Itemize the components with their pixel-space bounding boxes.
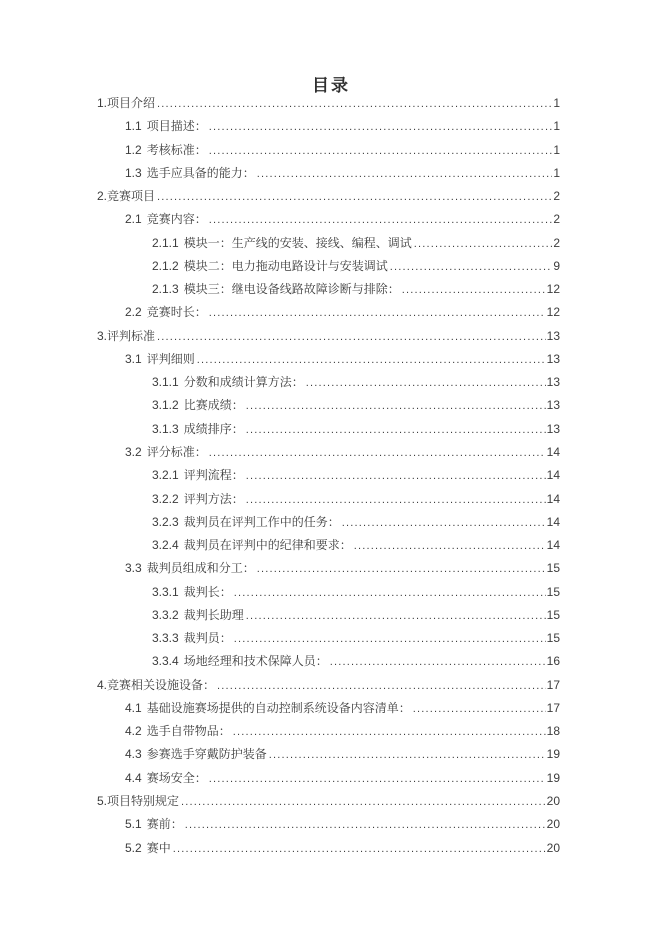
toc-entry-number: 3.1.1 <box>152 375 179 390</box>
toc-entry-number: 1.1 <box>125 119 142 134</box>
toc-entry-label: 模块三：继电设备线路故障诊断与排除： <box>183 282 400 297</box>
toc-entry-dot-leader <box>209 143 553 159</box>
toc-entry-number: 3.1.2 <box>152 398 179 413</box>
toc-entry-number: 2.1.1 <box>152 235 179 250</box>
toc-entry-number: 3.3.3 <box>152 631 179 646</box>
toc-entry-label: 项目描述： <box>146 119 207 134</box>
toc-entry-number: 3.3.2 <box>152 607 179 622</box>
toc-entry <box>97 212 560 235</box>
toc-entry-number: 5. <box>97 793 108 808</box>
toc-entry <box>97 771 560 794</box>
toc-entry <box>97 585 560 608</box>
toc-entry-dot-leader <box>209 212 553 228</box>
toc-entry <box>97 631 560 654</box>
toc-entry-page: 19 <box>546 770 560 785</box>
toc-entry-dot-leader <box>342 515 546 531</box>
toc-title: 目录 <box>312 76 350 95</box>
toc-entry-page: 2 <box>553 189 560 204</box>
toc-entry-label: 模块二：电力拖动电路设计与安装调试 <box>183 258 388 273</box>
toc-entry-label: 裁判员在评判工作中的任务： <box>183 514 340 529</box>
toc-entry-dot-leader <box>269 747 546 763</box>
toc-entry <box>97 166 560 189</box>
toc-entry-page: 14 <box>546 491 560 506</box>
toc-list <box>97 96 560 864</box>
toc-entry-dot-leader <box>157 189 552 205</box>
toc-entry-label: 场地经理和技术保障人员： <box>183 654 328 669</box>
toc-entry-number: 3.1 <box>125 351 142 366</box>
toc-entry-number: 3.3 <box>125 561 142 576</box>
toc-entry <box>97 143 560 166</box>
toc-entry <box>97 654 560 677</box>
toc-entry-dot-leader <box>306 375 546 391</box>
toc-entry <box>97 445 560 468</box>
toc-entry-page: 18 <box>546 724 560 739</box>
toc-entry-label: 赛场安全： <box>146 770 207 785</box>
toc-entry-dot-leader <box>234 631 546 647</box>
toc-entry-label: 竞赛相关设施设备： <box>107 677 216 692</box>
toc-entry <box>97 701 560 724</box>
toc-entry-page: 13 <box>546 375 560 390</box>
toc-entry-page: 12 <box>546 305 560 320</box>
toc-entry <box>97 817 560 840</box>
toc-entry-label: 裁判员： <box>183 631 232 646</box>
toc-entry-dot-leader <box>354 538 546 554</box>
toc-entry-dot-leader <box>233 724 546 740</box>
toc-entry-number: 2.2 <box>125 305 142 320</box>
toc-entry-page: 9 <box>553 258 560 273</box>
toc-entry-dot-leader <box>209 119 553 135</box>
toc-entry-page: 1 <box>553 119 560 134</box>
toc-entry-number: 4.4 <box>125 770 142 785</box>
toc-entry-page: 14 <box>546 444 560 459</box>
toc-entry-dot-leader <box>246 468 546 484</box>
toc-entry <box>97 422 560 445</box>
toc-entry-page: 14 <box>546 538 560 553</box>
toc-entry-number: 3.2.2 <box>152 491 179 506</box>
toc-entry-label: 分数和成绩计算方法： <box>183 375 304 390</box>
toc-entry-page: 15 <box>546 584 560 599</box>
toc-entry-label: 评判细则 <box>146 351 195 366</box>
toc-entry-label: 成绩排序： <box>183 421 244 436</box>
toc-entry-page: 13 <box>546 351 560 366</box>
toc-entry-number: 4.1 <box>125 700 142 715</box>
toc-entry-number: 1.2 <box>125 142 142 157</box>
toc-entry <box>97 329 560 352</box>
toc-entry <box>97 398 560 421</box>
toc-entry <box>97 678 560 701</box>
toc-entry-label: 选手自带物品： <box>146 724 231 739</box>
toc-entry-number: 1. <box>97 96 108 110</box>
toc-entry-page: 19 <box>546 747 560 762</box>
toc-entry-label: 比赛成绩： <box>183 398 244 413</box>
toc-entry-dot-leader <box>209 445 546 461</box>
toc-entry-number: 3.1.3 <box>152 421 179 436</box>
toc-entry-dot-leader <box>209 305 546 321</box>
toc-entry-page: 14 <box>546 514 560 529</box>
toc-entry <box>97 259 560 282</box>
toc-entry <box>97 352 560 375</box>
toc-entry-number: 2.1.2 <box>152 258 179 273</box>
toc-entry-dot-leader <box>157 329 546 345</box>
toc-entry <box>97 305 560 328</box>
toc-entry-dot-leader <box>246 422 546 438</box>
toc-entry-label: 考核标准： <box>146 142 207 157</box>
toc-entry-number: 3.2.1 <box>152 468 179 483</box>
toc-entry-label: 竞赛内容： <box>146 212 207 227</box>
toc-entry-page: 13 <box>546 421 560 436</box>
toc-entry-dot-leader <box>390 259 553 275</box>
toc-entry-dot-leader <box>217 678 546 694</box>
toc-entry <box>97 794 560 817</box>
toc-entry-page: 17 <box>546 700 560 715</box>
toc-entry-number: 2.1 <box>125 212 142 227</box>
toc-entry-label: 项目特别规定 <box>107 793 180 808</box>
toc-entry <box>97 561 560 584</box>
toc-entry-page: 16 <box>546 654 560 669</box>
toc-entry-label: 赛前： <box>146 817 183 832</box>
toc-entry <box>97 282 560 305</box>
toc-entry-page: 12 <box>546 282 560 297</box>
toc-entry-dot-leader <box>209 771 546 787</box>
toc-entry-page: 15 <box>546 631 560 646</box>
toc-entry <box>97 236 560 259</box>
toc-entry-dot-leader <box>257 561 546 577</box>
toc-entry-number: 5.1 <box>125 817 142 832</box>
toc-entry <box>97 724 560 747</box>
toc-entry-page: 1 <box>553 96 560 110</box>
toc-entry-label: 评判流程： <box>183 468 244 483</box>
toc-entry-label: 基础设施赛场提供的自动控制系统设备内容清单： <box>146 700 411 715</box>
toc-entry-dot-leader <box>257 166 553 182</box>
toc-entry-dot-leader <box>197 352 546 368</box>
toc-entry-dot-leader <box>246 608 546 624</box>
toc-entry-label: 参赛选手穿戴防护装备 <box>146 747 267 762</box>
toc-entry-page: 20 <box>546 817 560 832</box>
toc-entry-label: 项目介绍 <box>107 96 156 110</box>
toc-entry-dot-leader <box>181 794 546 810</box>
toc-entry-label: 模块一：生产线的安装、接线、编程、调试 <box>183 235 412 250</box>
toc-entry <box>97 119 560 142</box>
toc-entry-page: 1 <box>553 142 560 157</box>
toc-entry <box>97 468 560 491</box>
toc-entry <box>97 538 560 561</box>
toc-entry-dot-leader <box>185 817 546 833</box>
toc-entry-label: 赛中 <box>146 840 171 855</box>
toc-entry <box>97 96 560 119</box>
toc-entry-number: 4.3 <box>125 747 142 762</box>
toc-entry-label: 评判方法： <box>183 491 244 506</box>
toc-entry-dot-leader <box>414 236 553 252</box>
toc-entry-dot-leader <box>402 282 546 298</box>
toc-entry-label: 裁判员在评判中的纪律和要求： <box>183 538 352 553</box>
toc-entry-number: 3.2.3 <box>152 514 179 529</box>
toc-entry <box>97 747 560 770</box>
toc-entry-dot-leader <box>246 398 546 414</box>
toc-entry-dot-leader <box>157 96 552 112</box>
toc-entry-number: 3.2 <box>125 444 142 459</box>
toc-entry-number: 2. <box>97 189 108 204</box>
toc-entry-label: 裁判员组成和分工： <box>146 561 255 576</box>
toc-entry-page: 15 <box>546 607 560 622</box>
toc-entry-dot-leader <box>330 654 546 670</box>
toc-entry-dot-leader <box>234 585 546 601</box>
toc-entry-number: 3. <box>97 328 108 343</box>
toc-entry-page: 2 <box>553 235 560 250</box>
toc-entry-number: 1.3 <box>125 165 142 180</box>
toc-entry-number: 5.2 <box>125 840 142 855</box>
toc-entry-dot-leader <box>173 841 546 857</box>
toc-entry-page: 2 <box>553 212 560 227</box>
toc-entry-label: 评分标准： <box>146 444 207 459</box>
toc-entry-label: 竞赛时长： <box>146 305 207 320</box>
toc-entry <box>97 608 560 631</box>
toc-entry-label: 选手应具备的能力： <box>146 165 255 180</box>
toc-entry <box>97 492 560 515</box>
toc-entry-dot-leader <box>246 492 546 508</box>
toc-entry-page: 1 <box>553 165 560 180</box>
toc-entry <box>97 841 560 864</box>
toc-entry-page: 14 <box>546 468 560 483</box>
toc-entry-page: 13 <box>546 328 560 343</box>
toc-entry-number: 2.1.3 <box>152 282 179 297</box>
toc-entry-page: 20 <box>546 793 560 808</box>
toc-entry-page: 15 <box>546 561 560 576</box>
toc-entry <box>97 189 560 212</box>
toc-entry-number: 3.3.1 <box>152 584 179 599</box>
toc-entry <box>97 375 560 398</box>
toc-entry-number: 3.3.4 <box>152 654 179 669</box>
toc-entry-dot-leader <box>413 701 546 717</box>
toc-entry-page: 20 <box>546 840 560 855</box>
toc-entry <box>97 515 560 538</box>
toc-entry-label: 竞赛项目 <box>107 189 156 204</box>
toc-entry-label: 裁判长助理 <box>183 607 244 622</box>
toc-entry-number: 4. <box>97 677 108 692</box>
toc-entry-page: 17 <box>546 677 560 692</box>
toc-entry-number: 4.2 <box>125 724 142 739</box>
toc-entry-number: 3.2.4 <box>152 538 179 553</box>
toc-entry-page: 13 <box>546 398 560 413</box>
toc-entry-label: 裁判长： <box>183 584 232 599</box>
toc-entry-label: 评判标准 <box>107 328 156 343</box>
